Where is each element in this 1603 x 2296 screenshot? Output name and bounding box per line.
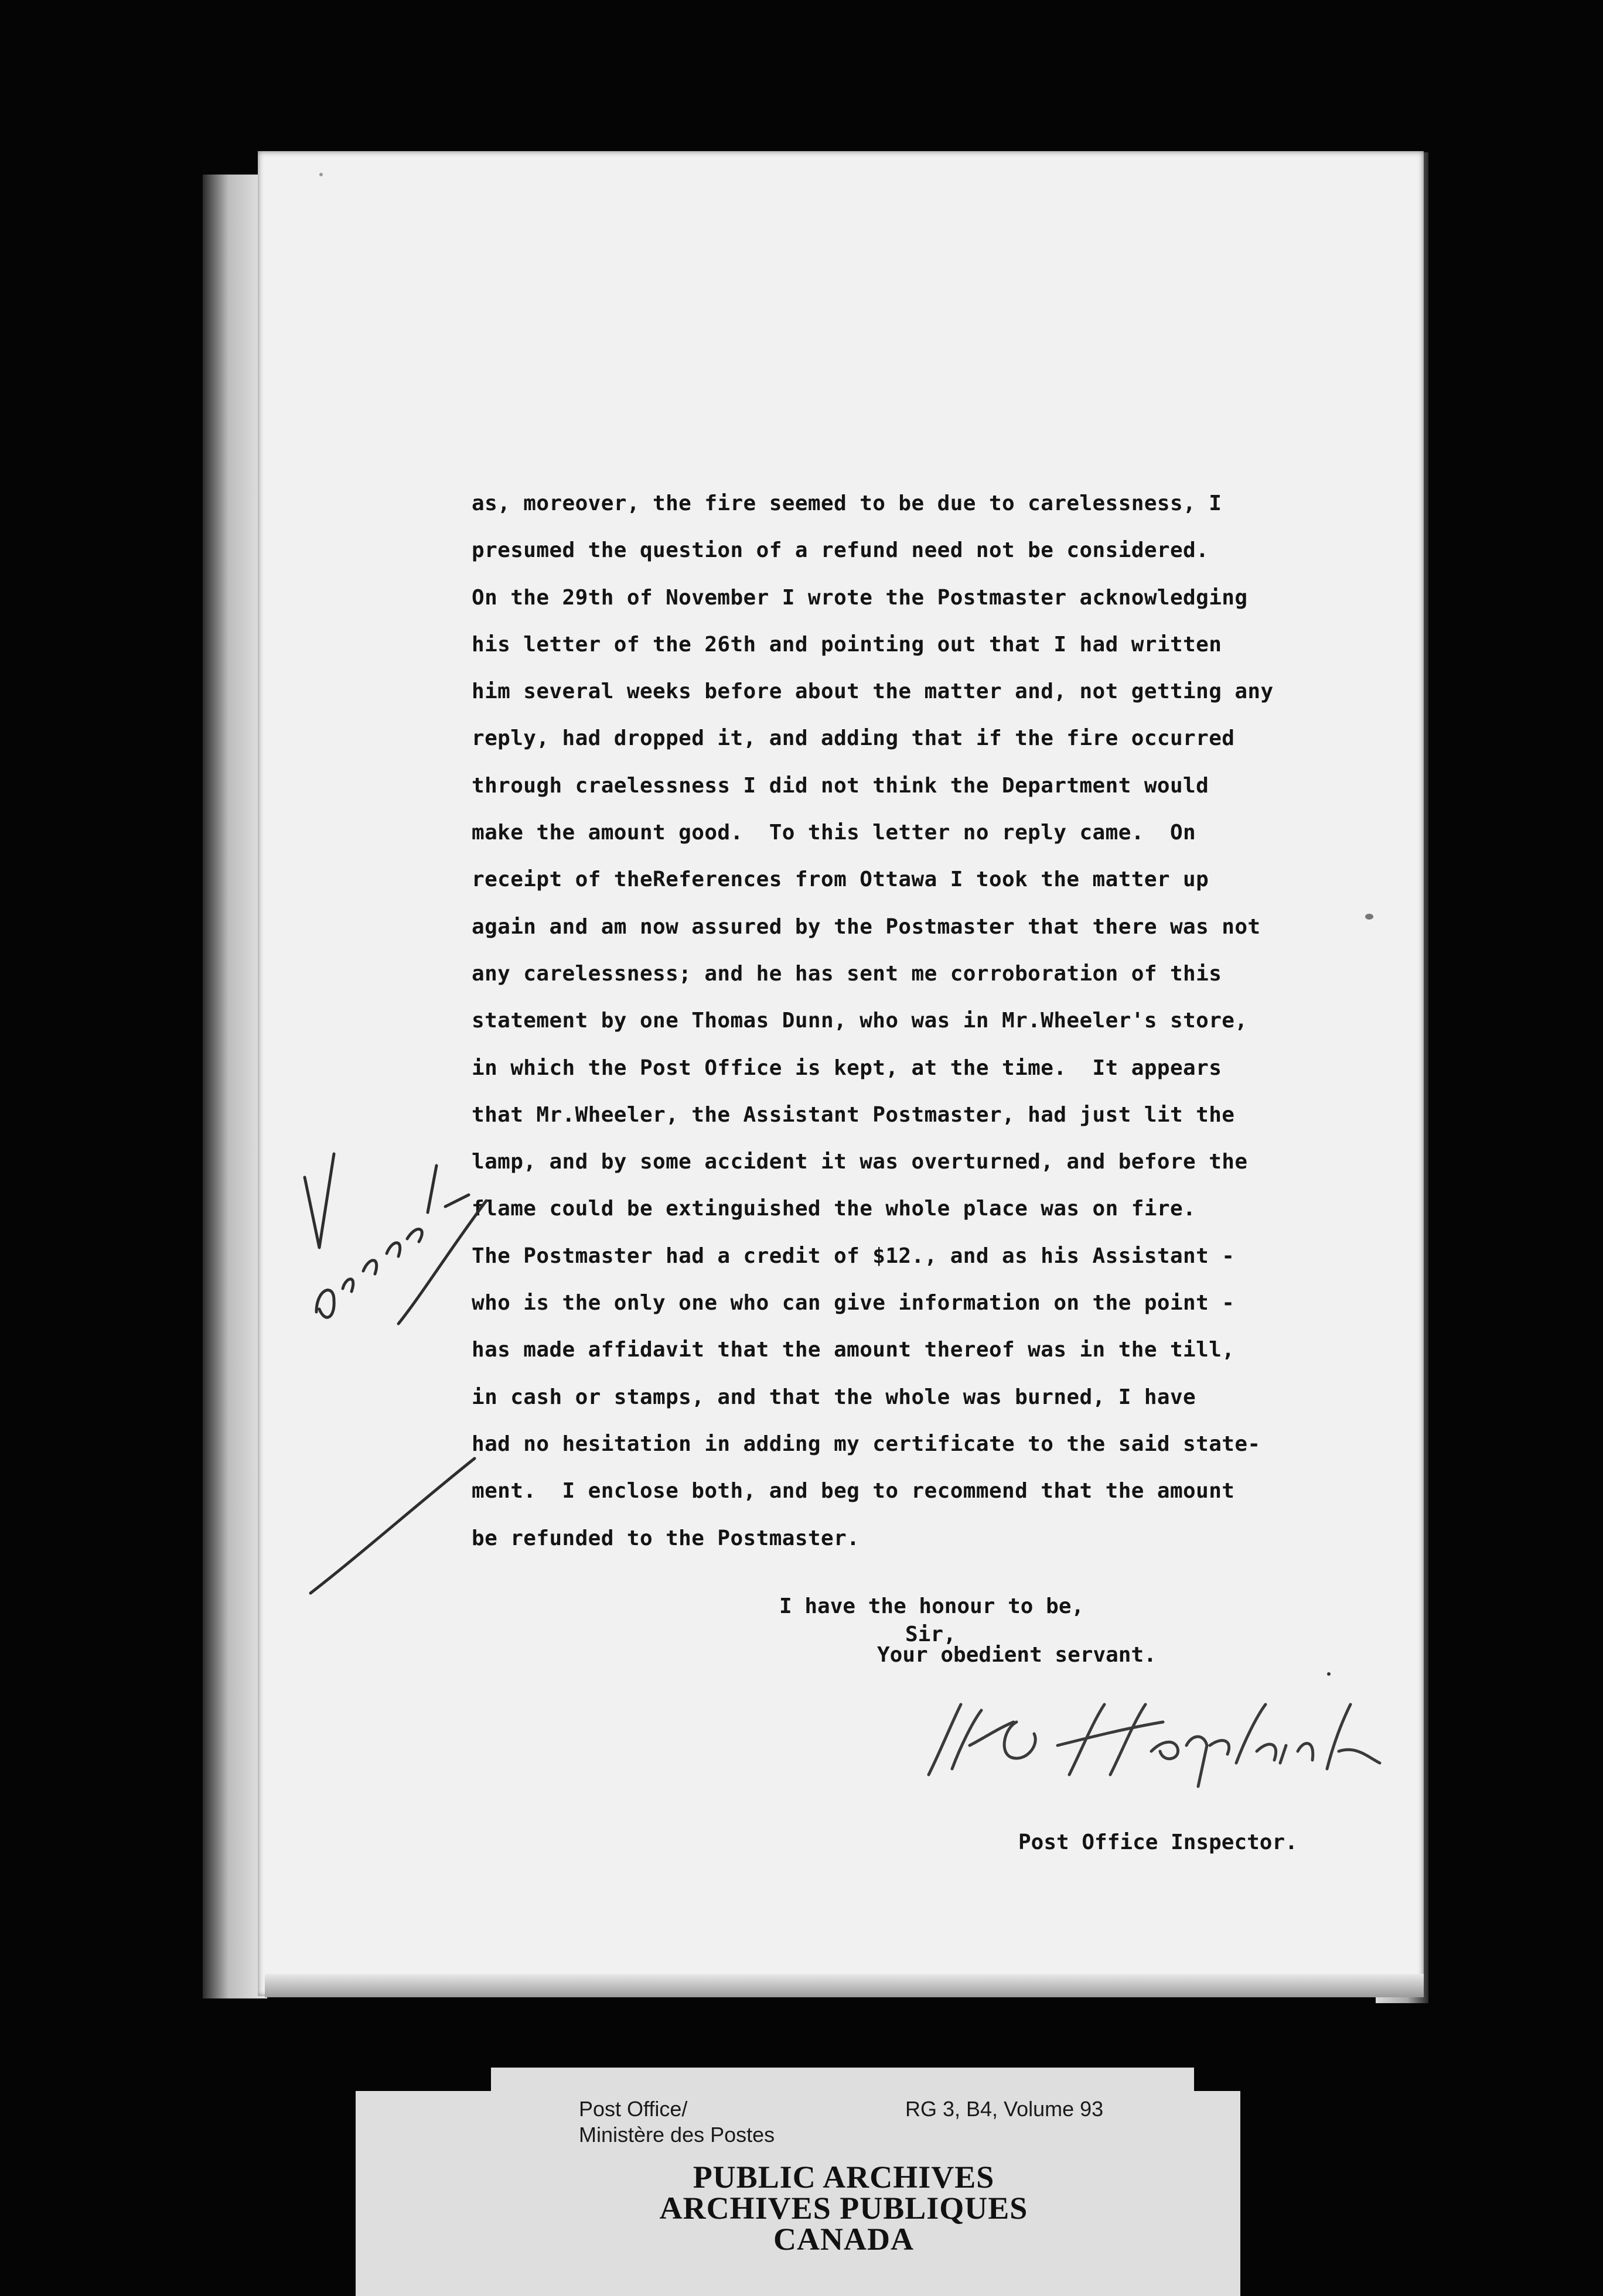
- marginal-annotation: [293, 1130, 492, 1617]
- body-line: statement by one Thomas Dunn, who was in Mr.Wheeler's store,: [472, 1009, 1248, 1033]
- letter-body: [472, 480, 1374, 1562]
- closing-salutation: Sir,: [905, 1622, 956, 1646]
- body-line: be refunded to the Postmaster.: [472, 1526, 860, 1550]
- body-line: flame could be extinguished the whole place was on fire.: [472, 1197, 1196, 1221]
- fonds-name-fr: Ministère des Postes: [579, 2123, 775, 2147]
- body-line: his letter of the 26th and pointing out that I had written: [472, 632, 1222, 657]
- body-line: On the 29th of November I wrote the Postmaster acknowledging: [472, 585, 1248, 610]
- body-line: presumed the question of a refund need not be considered.: [472, 538, 1209, 563]
- institution-country: CANADA: [773, 2222, 914, 2257]
- ink-speck: [1327, 1672, 1331, 1676]
- body-line: has made affidavit that the amount thereof was in the till,: [472, 1338, 1235, 1362]
- body-line: in cash or stamps, and that the whole was burned, I have: [472, 1385, 1196, 1409]
- body-line: him several weeks before about the matter and, not getting any: [472, 679, 1274, 704]
- fonds-name: Post Office/: [579, 2097, 688, 2121]
- body-line: who is the only one who can give information on the point -: [472, 1291, 1235, 1316]
- body-line: lamp, and by some accident it was overturned, and before the: [472, 1150, 1248, 1174]
- ink-speck: [1365, 914, 1373, 920]
- institution-name-en: PUBLIC ARCHIVES: [693, 2160, 995, 2195]
- closing-line: Your obedient servant.: [877, 1643, 1157, 1667]
- body-line: through craelessness I did not think the Department would: [472, 773, 1209, 798]
- archive-reference: RG 3, B4, Volume 93: [905, 2097, 1104, 2121]
- signature-image: [917, 1687, 1397, 1792]
- body-line: The Postmaster had a credit of $12., and as his Assistant -: [472, 1243, 1235, 1268]
- body-line: that Mr.Wheeler, the Assistant Postmaster, had just lit the: [472, 1102, 1235, 1127]
- institution-name-fr: ARCHIVES PUBLIQUES: [659, 2191, 1028, 2226]
- body-line: reply, had dropped it, and adding that if the fire occurred: [472, 726, 1235, 751]
- page-bottom-edge: [265, 1974, 1424, 1997]
- body-line: make the amount good. To this letter no reply came. On: [472, 821, 1196, 845]
- checkmark-mark: [305, 1154, 334, 1248]
- pen-stroke: [311, 1458, 475, 1593]
- signatory-title: Post Office Inspector.: [1018, 1830, 1298, 1854]
- body-line: had no hesitation in adding my certificate to the said state-: [472, 1431, 1261, 1456]
- closing-line: I have the honour to be,: [779, 1594, 1084, 1618]
- body-line: in which the Post Office is kept, at the time. It appears: [472, 1055, 1222, 1080]
- body-line: ment. I enclose both, and beg to recommend that the amount: [472, 1479, 1235, 1504]
- body-line: receipt of theReferences from Ottawa I took the matter up: [472, 867, 1209, 892]
- body-line: any carelessness; and he has sent me corroboration of this: [472, 961, 1222, 986]
- body-line: as, moreover, the fire seemed to be due to carelessness, I: [472, 491, 1222, 515]
- signature-text: W.G. Hopkirk: [1374, 1704, 1379, 1705]
- body-line: again and am now assured by the Postmaster that there was not: [472, 914, 1261, 939]
- dust-speck: [319, 173, 323, 176]
